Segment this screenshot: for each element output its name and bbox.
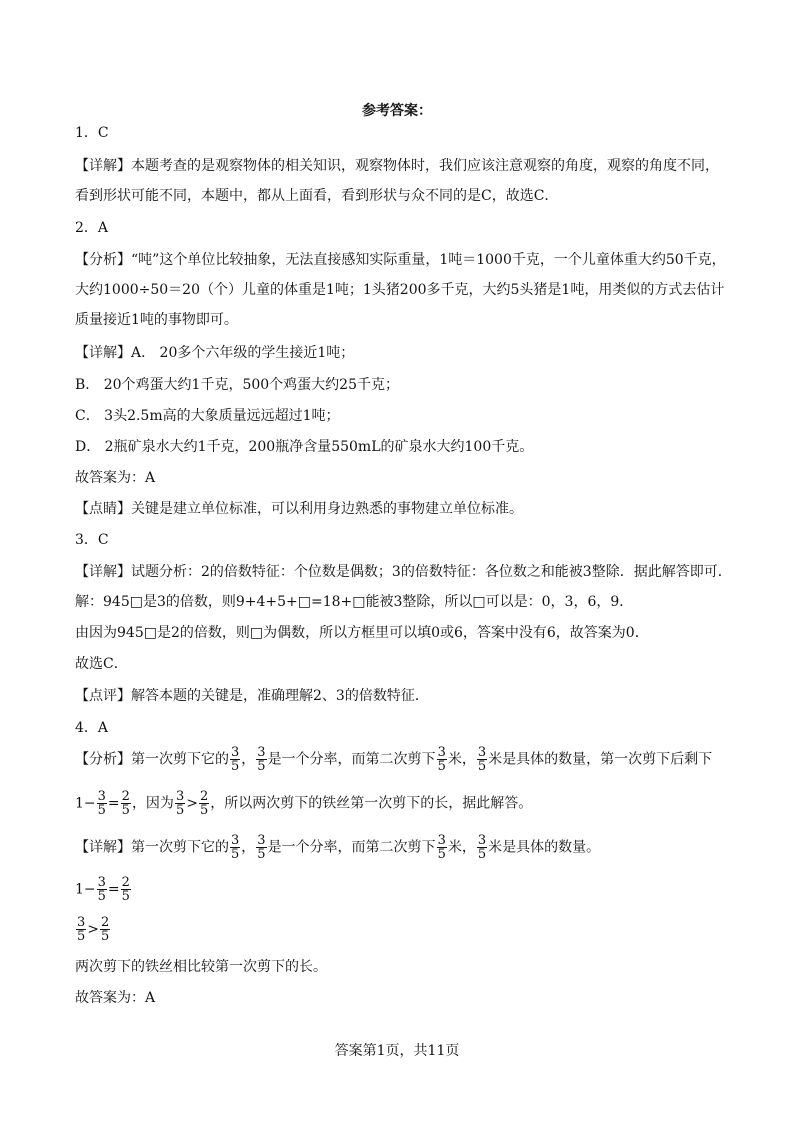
text: ，所以两次剪下的铁丝第一次剪下的长，据此解答。 [210,795,533,812]
numerator: 2 [121,789,130,804]
denominator: 5 [77,929,86,944]
text: 是一个分率，而第二次剪下 [267,751,436,768]
text: ，因为 [131,795,174,812]
denominator: 5 [121,889,130,904]
numerator: 3 [477,833,487,848]
fraction-3-5 [97,790,107,817]
denominator: 5 [437,847,446,862]
fraction-3-5 [437,834,447,861]
q2-option-c: C． 3头2.5m高的大象质量远远超过1吨； [75,408,340,424]
denominator: 5 [97,889,106,904]
q2-conclusion: 故答案为：A [75,470,156,486]
text: ， [241,839,256,856]
text: = [107,881,120,898]
q3-detail-line-4: 故选C． [75,656,128,672]
numerator: 3 [477,745,487,760]
text: ， [241,751,256,768]
q2-option-b: B． 20个鸡蛋大约1千克，500个鸡蛋大约25千克； [75,377,399,393]
q3-answer: 3．C [75,532,109,548]
fraction-3-5 [175,790,185,817]
q2-analysis-line-1: 【分析】“吨”这个单位比较抽象，无法直接感知实际重量，1吨＝1000千克，一个儿童体重大约50千克， [75,252,726,268]
text: > [87,921,100,938]
text: 是一个分率，而第二次剪下 [267,839,436,856]
q4-answer: 4．A [75,720,109,736]
denominator: 5 [199,803,209,818]
q4-analysis-line-2 [75,790,734,817]
q2-analysis-line-2: 大约1000÷50＝20（个）儿童的体重是1吨；1头猪200多千克，大约5头猪是1吨，用类似的方式去估计 [75,282,725,298]
numerator: 2 [121,875,130,890]
text: > [186,795,198,812]
text: 第一次剪下它的 [131,839,229,856]
denominator: 5 [257,759,266,774]
denominator: 5 [97,803,106,818]
q4-detail-line-1 [75,834,734,861]
fraction-3-5 [477,834,487,861]
numerator: 3 [97,875,106,890]
fraction-2-5 [121,876,131,903]
q3-comment: 【点评】解答本题的关键是，准确理解2、3的倍数特征． [75,688,429,704]
page-footer: 答案第1页，共11页 [334,1043,460,1059]
denominator: 5 [437,759,446,774]
label: 【详解】 [75,839,131,856]
q4-conclusion: 故答案为：A [75,990,156,1006]
q4-equation-1 [75,876,734,903]
q3-detail-line-2: 解：945□是3的倍数，则9+4+5+□=18+□能被3整除，所以□可以是：0，3，6，9． [75,594,634,610]
numerator: 3 [77,915,86,930]
numerator: 3 [175,789,185,804]
label: 【分析】 [75,751,131,768]
q1-detail-line-2: 看到形状可能不同，本题中，都从上面看，看到形状与众不同的是C，故选C． [75,188,559,204]
numerator: 2 [101,915,110,930]
fraction-3-5 [97,876,107,903]
q2-detail-a: 【详解】A． 20多个六年级的学生接近1吨； [75,345,355,361]
fraction-3-5 [256,834,266,861]
numerator: 3 [231,745,240,760]
numerator: 3 [437,833,446,848]
fraction-3-5 [230,834,240,861]
q2-analysis-line-3: 质量接近1吨的事物即可。 [75,312,238,328]
denominator: 5 [257,847,266,862]
denominator: 5 [101,929,110,944]
text: 米， [447,839,476,856]
text: 第一次剪下它的 [131,751,229,768]
q3-detail-line-1: 【详解】试题分析：2的倍数特征：个位数是偶数；3的倍数特征：各位数之和能被3整除．据此解答即可． [75,564,732,580]
text: 1− [75,795,96,812]
numerator: 3 [437,745,446,760]
q1-detail-line-1: 【详解】本题考查的是观察物体的相关知识，观察物体时，我们应该注意观察的角度，观察的角度不同， [75,158,719,174]
denominator: 5 [121,803,130,818]
q1-answer: 1．C [75,125,109,141]
text: 米， [447,751,476,768]
text: 米是具体的数量，第一次剪下后剩下 [488,751,713,768]
page-title: 参考答案： [362,103,432,119]
text: 1− [75,881,96,898]
text: = [107,795,120,812]
q4-compare: 两次剪下的铁丝相比较第一次剪下的长。 [75,959,327,975]
denominator: 5 [231,847,240,862]
q3-detail-line-3: 由因为945□是2的倍数，则□为偶数，所以方框里可以填0或6，答案中没有6，故答案为0． [75,625,649,641]
denominator: 5 [175,803,185,818]
fraction-3-5 [256,746,266,773]
fraction-2-5 [199,790,209,817]
q2-comment: 【点睛】关键是建立单位标准，可以利用身边熟悉的事物建立单位标准。 [75,501,523,517]
fraction-3-5 [230,746,240,773]
numerator: 3 [257,745,266,760]
fraction-3-5 [477,746,487,773]
q4-equation-2 [75,916,734,943]
q2-option-d: D． 2瓶矿泉水大约1千克，200瓶净含量550mL的矿泉水大约100千克。 [75,439,534,455]
fraction-3-5 [76,916,86,943]
denominator: 5 [477,759,487,774]
numerator: 2 [199,789,209,804]
q2-answer: 2．A [75,220,109,236]
fraction-2-5 [121,790,131,817]
numerator: 3 [231,833,240,848]
q4-analysis-line-1 [75,746,734,773]
text: 米是具体的数量。 [488,839,601,856]
numerator: 3 [257,833,266,848]
denominator: 5 [231,759,240,774]
denominator: 5 [477,847,487,862]
fraction-2-5 [100,916,110,943]
fraction-3-5 [437,746,447,773]
numerator: 3 [97,789,106,804]
